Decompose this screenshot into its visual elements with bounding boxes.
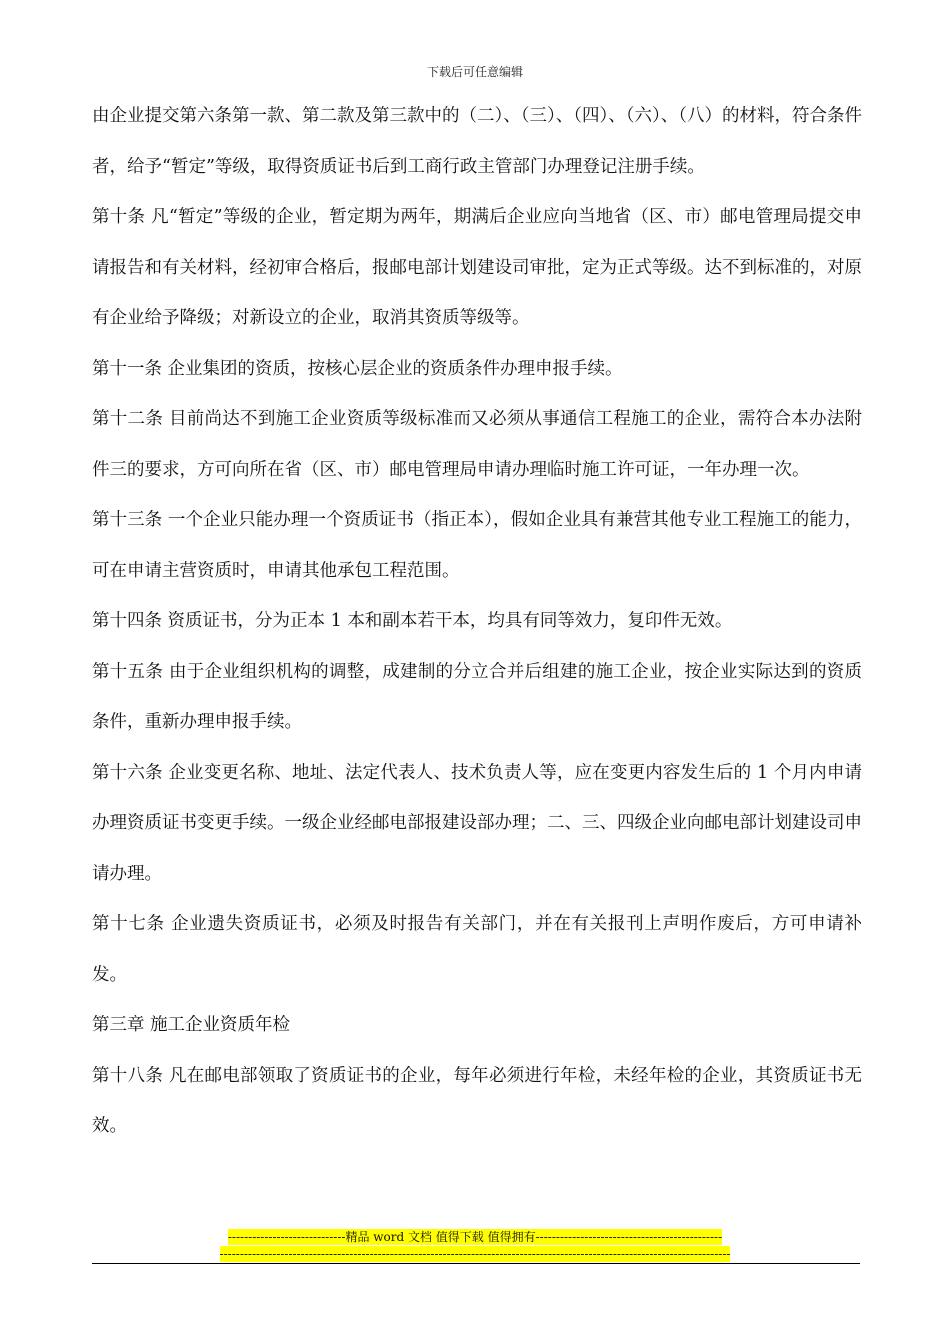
paragraph-article-9-cont: 由企业提交第六条第一款、第二款及第三款中的（二）、（三）、（四）、（六）、（八）的材料，符合条件者，给予“暂定”等级，取得资质证书后到工商行政主管部门办理登记注册手续。 bbox=[92, 106, 862, 177]
footer-banner-line-2: ------------------------------------------------------------------------------------------------------------------------------ bbox=[219, 1247, 731, 1261]
paragraph-article-14: 第十四条 资质证书，分为正本 1 本和副本若干本，均具有同等效力，复印件无效。 bbox=[92, 611, 733, 631]
footer-banner-line-1: -----------------------------精品 word 文档 值得下载 值得拥有---------------------------------------------- bbox=[227, 1230, 723, 1244]
paragraph-article-17: 第十七条 企业遗失资质证书，必须及时报告有关部门，并在有关报刊上声明作废后，方可申请补发。 bbox=[92, 914, 862, 985]
paragraph-article-18: 第十八条 凡在邮电部领取了资质证书的企业，每年必须进行年检，未经年检的企业，其资质证书无效。 bbox=[92, 1065, 862, 1136]
paragraph-article-11: 第十一条 企业集团的资质，按核心层企业的资质条件办理申报手续。 bbox=[92, 358, 623, 379]
paragraph-article-15: 第十五条 由于企业组织机构的调整，成建制的分立合并后组建的施工企业，按企业实际达到的资质条件，重新办理申报手续。 bbox=[92, 661, 862, 732]
footer-banner bbox=[0, 1229, 950, 1262]
footer-divider bbox=[92, 1263, 860, 1264]
document-body bbox=[92, 91, 862, 1152]
chapter-heading: 第三章 施工企业资质年检 bbox=[92, 1015, 291, 1035]
header-note: 下载后可任意编辑 bbox=[426, 65, 523, 79]
paragraph-article-10: 第十条 凡“暂定”等级的企业，暂定期为两年，期满后企业应向当地省（区、市）邮电管理局提交申请报告和有关材料，经初审合格后，报邮电部计划建设司审批，定为正式等级。达不到标准的，对原有企业给予降级；对新设立的企业，取消其资质等级等。 bbox=[92, 207, 862, 328]
paragraph-article-13: 第十三条 一个企业只能办理一个资质证书（指正本），假如企业具有兼营其他专业工程施工的能力，可在申请主营资质时，申请其他承包工程范围。 bbox=[92, 510, 862, 581]
paragraph-article-12: 第十二条 目前尚达不到施工企业资质等级标准而又必须从事通信工程施工的企业，需符合本办法附件三的要求，方可向所在省（区、市）邮电管理局申请办理临时施工许可证，一年办理一次。 bbox=[92, 409, 862, 480]
paragraph-article-16: 第十六条 企业变更名称、地址、法定代表人、技术负责人等，应在变更内容发生后的 1 个月内申请办理资质证书变更手续。一级企业经邮电部报建设部办理；二、三、四级企业向邮电部计划建设司申请办理。 bbox=[92, 762, 862, 884]
